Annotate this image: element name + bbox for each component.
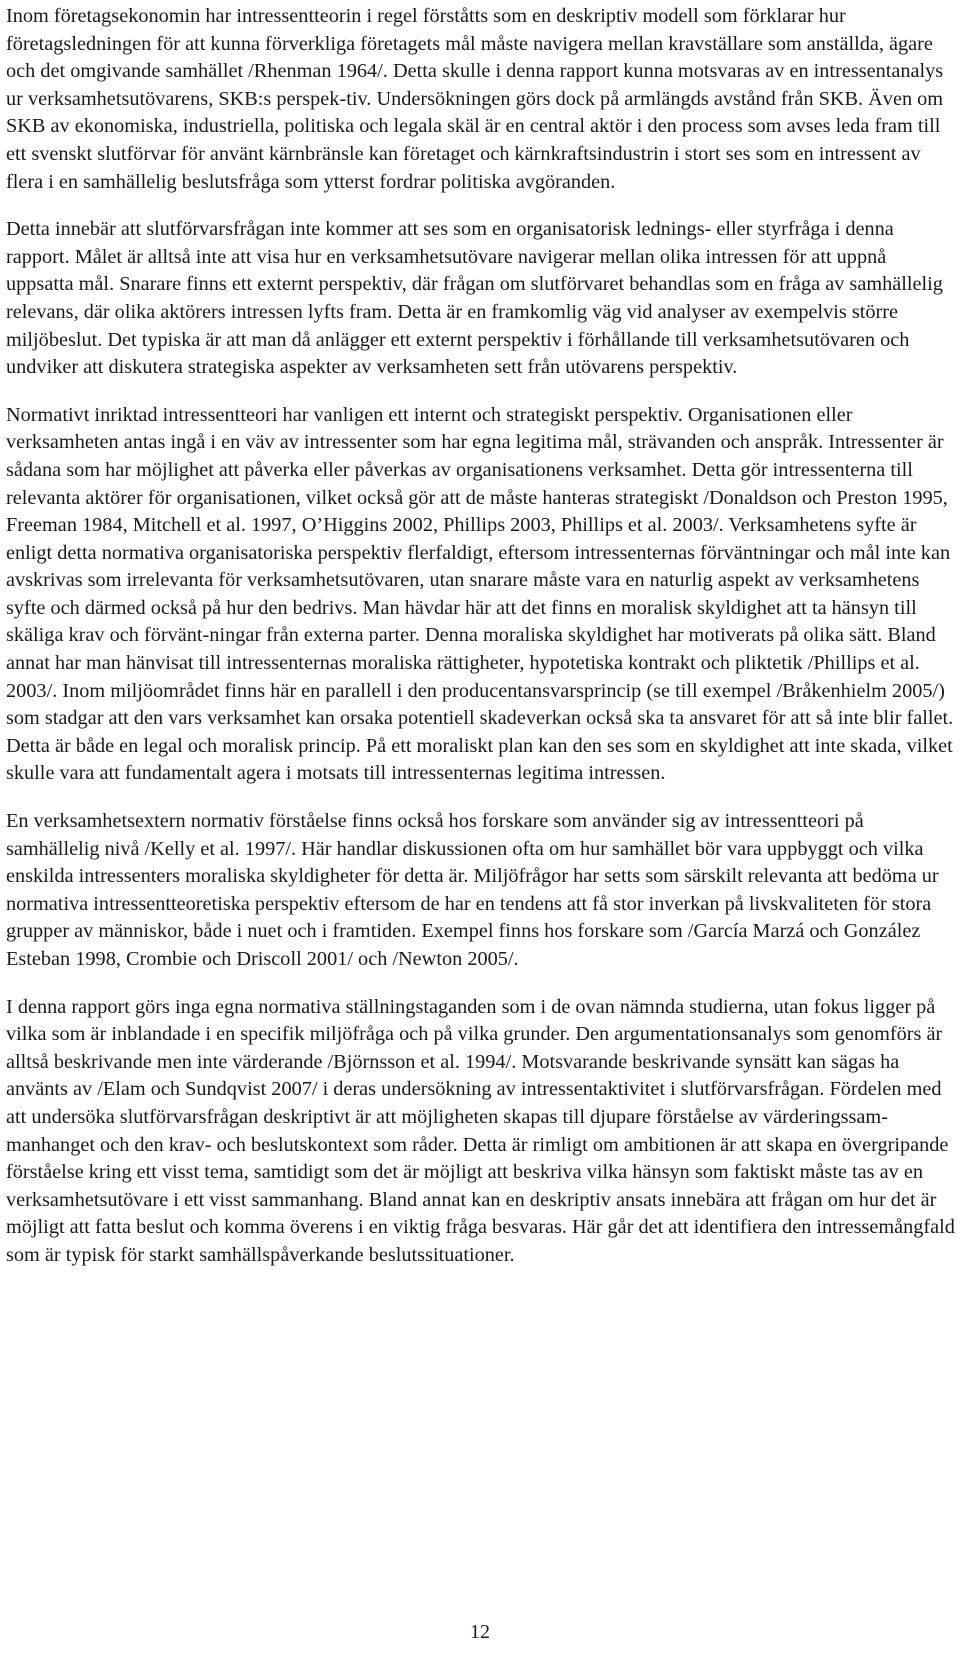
paragraph-descriptive-approach: I denna rapport görs inga egna normativa ställningstaganden som i de ovan nämnda studierna, utan fokus ligger på vilka som är inblandade i en specifik miljöfråga och på vilka grunder. Den argumentationsanalys som genomförs är alltså beskrivande men inte värderande /Björnsson et al. 1994/. Motsvarande beskrivande synsätt kan sägas ha använts av /Elam och Sundqvist 2007/ i deras undersökning av intressentaktivitet i slutförvarsfrågan. Fördelen med att undersöka slutförvarsfrågan deskriptivt är att möjligheten skapas till djupare förståelse av värderingssam-manhanget och den krav- och beslutskontext som råder. Detta är rimligt om ambitionen är att skapa en övergripande förståelse kring ett visst tema, samtidigt som det är möjligt att beskriva vilka hänsyn som faktiskt måste tas av en verksamhetsutövare i ett visst sammanhang. Bland annat kan en deskriptiv ansats innebära att frågan om hur det är möjligt att fatta beslut och komma överens i en viktig fråga besvaras. Här går det att identifiera den intressemångfald som är typisk för starkt samhällspåverkande beslutssituationer. xyxy=(6,995,955,1266)
page-number: 12 xyxy=(470,1621,490,1643)
paragraph-societal-level: En verksamhetsextern normativ förståelse finns också hos forskare som använder sig av intressentteori på samhällelig nivå /Kelly et al. 1997/. Här handlar diskussionen ofta om hur samhället bör vara uppbyggt och vilka enskilda intressenters moraliska skyldigheter för detta är. Miljöfrågor har setts som särskilt relevanta att bedöma ur normativa intressentteoretiska perspektiv eftersom de har en tendens att få stor inverkan på livskvaliteten för stora grupper av människor, både i nuet och i framtiden. Exempel finns hos forskare som /García Marzá och González Esteban 1998, Crombie och Driscoll 2001/ och /Newton 2005/. xyxy=(6,810,939,970)
paragraph-external-perspective: Detta innebär att slutförvarsfrågan inte kommer att ses som en organisatorisk lednings- eller styrfråga i denna rapport. Målet är alltså inte att visa hur en verksamhetsutövare navigerar mellan olika intressen för att uppnå uppsatta mål. Snarare finns ett externt perspektiv, där frågan om slutförvaret behandlas som en fråga av samhällelig relevans, där olika aktörers intressen lyfts fram. Detta är en framkomlig väg vid analyser av exempelvis större miljöbeslut. Det typiska är att man då anlägger ett externt perspektiv i förhållande till verksamhetsutövaren och undviker att diskutera strategiska aspekter av verksamheten sett från utövarens perspektiv. xyxy=(6,218,943,379)
document-body xyxy=(6,3,958,1290)
paragraph-normative-theory: Normativt inriktad intressentteori har vanligen ett internt och strategiskt perspektiv. Organisationen eller verksamheten antas ingå i en väv av intressenter som har egna legitima mål, strävanden och anspråk. Intressenter är sådana som har möjlighet att påverka eller påverkas av organisationens verksamhet. Detta gör intressenterna till relevanta aktörer för organisationen, vilket också gör att de måste hanteras strategiskt /Donaldson och Preston 1995, Freeman 1984, Mitchell et al. 1997, O’Higgins 2002, Phillips 2003, Phillips et al. 2003/. Verksamhetens syfte är enligt detta normativa organisatoriska perspektiv flerfaldigt, eftersom intressenternas förväntningar och mål inte kan avskrivas som irrelevanta för verksamhetsutövaren, utan snarare måste vara en naturlig aspekt av verksamhetens syfte och därmed också på hur den bedrivs. Man hävdar här att det finns en moralisk skyldighet att ta hänsyn till skäliga krav och förvänt-ningar från externa parter. Denna moraliska skyldighet har motiverats på olika sätt. Bland annat har man hänvisat till intressenternas moraliska rättigheter, hypotetiska kontrakt och pliktetik /Phillips et al. 2003/. Inom miljöområdet finns här en parallell i den producentansvarsprincip (se till exempel /Bråkenhielm 2005/) som stadgar att den vars verksamhet kan orsaka potentiell skadeverkan också ska ta ansvaret för att så inte blir fallet. Detta är både en legal och moralisk princip. På ett moraliskt plan kan den ses som en skyldighet att inte skada, vilket skulle vara att fundamentalt agera i motsats till intressenternas legitima intressen. xyxy=(6,403,954,785)
paragraph-stakeholder-theory: Inom företagsekonomin har intressentteorin i regel förståtts som en deskriptiv modell som förklarar hur företagsledningen för att kunna förverkliga företagets mål måste navigera mellan kravställare som anställda, ägare och det omgivande samhället /Rhenman 1964/. Detta skulle i denna rapport kunna motsvaras av en intressentanalys ur verksamhetsutövarens, SKB:s perspek-tiv. Undersökningen görs dock på armlängds avstånd från SKB. Även om SKB av ekonomiska, industriella, politiska och legala skäl är en central aktör i den process som avses leda fram till ett svenskt slutförvar för använt kärnbränsle kan företaget och kärnkraftsindustrin i stort ses som en intressent av flera i en samhällelig beslutsfråga som ytterst fordrar politiska avgöranden. xyxy=(6,5,944,193)
